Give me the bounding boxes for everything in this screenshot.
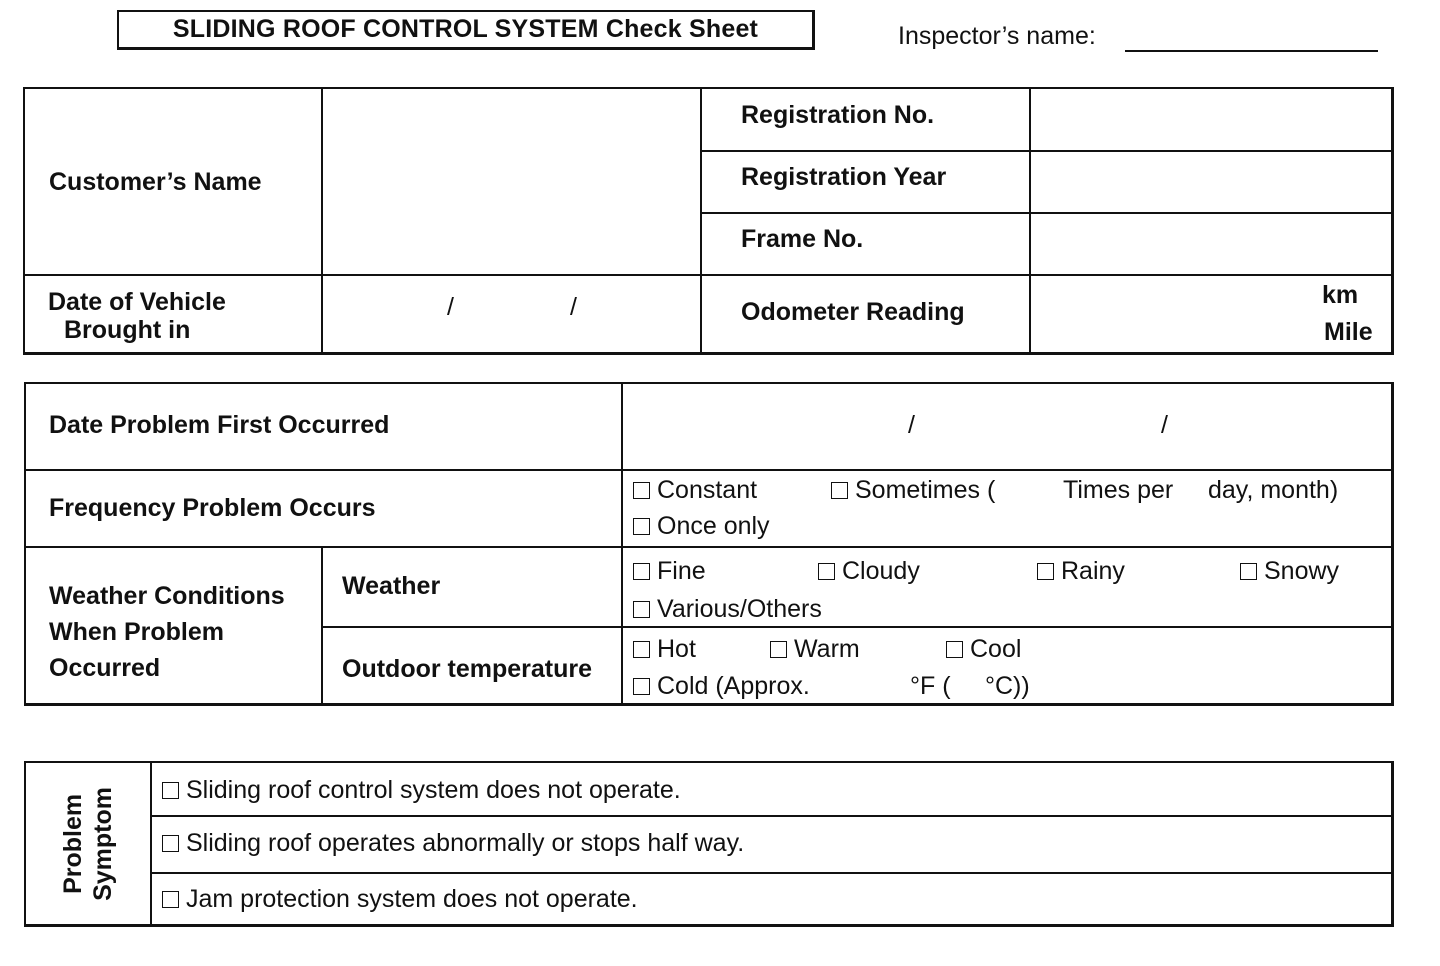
divider (700, 88, 702, 353)
odometer-label: Odometer Reading (741, 298, 965, 326)
weather-conditions-line3: Occurred (49, 654, 161, 682)
date-separator: / (908, 411, 915, 439)
weather-option-various-others[interactable] (633, 595, 822, 624)
temperature-option-cool[interactable] (946, 635, 1021, 664)
frequency-option-sometimes[interactable] (831, 476, 995, 505)
weather-option-cloudy[interactable] (818, 557, 920, 586)
problem-symptom-line2: Symptom (89, 787, 117, 901)
day-month-label: day, month) (1208, 476, 1339, 504)
inspector-name-field[interactable] (1125, 50, 1378, 52)
temperature-option-cold[interactable] (633, 672, 810, 701)
registration-year-field[interactable] (1032, 153, 1390, 210)
option-label: Various/Others (657, 595, 822, 623)
option-label: Cold (Approx. (657, 672, 810, 700)
frame-no-field[interactable] (1032, 215, 1390, 272)
date-brought-in-label-line1: Date of Vehicle (48, 288, 226, 316)
divider (24, 546, 1393, 548)
symptom-item-label: Sliding roof control system does not operate. (186, 776, 681, 804)
odometer-unit-km: km (1322, 281, 1359, 309)
weather-label: Weather (342, 572, 441, 600)
date-separator: / (570, 293, 577, 321)
fahrenheit-label: °F ( (910, 672, 951, 700)
odometer-field[interactable] (1032, 277, 1312, 351)
option-label: Constant (657, 476, 758, 504)
weather-option-fine[interactable] (633, 557, 706, 586)
divider (24, 469, 1393, 471)
option-label: Sometimes ( (855, 476, 996, 504)
checkbox[interactable] (162, 782, 179, 799)
divider (150, 872, 1393, 874)
frame-no-label: Frame No. (741, 225, 864, 253)
weather-conditions-line1: Weather Conditions (49, 582, 285, 610)
registration-no-label: Registration No. (741, 101, 935, 129)
divider (150, 762, 152, 926)
date-first-occurred-label: Date Problem First Occurred (49, 411, 390, 439)
times-per-label: Times per (1063, 476, 1174, 504)
checkbox[interactable] (633, 678, 650, 695)
checkbox[interactable] (770, 641, 787, 658)
option-label: Cool (970, 635, 1022, 663)
symptom-item[interactable] (162, 885, 638, 914)
problem-symptom-label-text (58, 787, 118, 901)
checkbox[interactable] (633, 601, 650, 618)
symptom-item-label: Jam protection system does not operate. (186, 885, 638, 913)
divider (700, 150, 1393, 152)
checkbox[interactable] (1037, 563, 1054, 580)
inspector-name-label: Inspector’s name: (898, 22, 1096, 50)
problem-symptom-line1: Problem (59, 793, 87, 895)
symptom-item[interactable] (162, 829, 744, 858)
checkbox[interactable] (633, 518, 650, 535)
checkbox[interactable] (1240, 563, 1257, 580)
checkbox[interactable] (946, 641, 963, 658)
temperature-option-warm[interactable] (770, 635, 860, 664)
problem-symptom-label (26, 763, 150, 925)
odometer-unit-mile: Mile (1324, 318, 1373, 346)
frequency-option-once-only[interactable] (633, 512, 770, 541)
divider (321, 626, 1393, 628)
date-first-occurred-field[interactable] (624, 385, 1390, 467)
weather-conditions-line2: When Problem (49, 618, 225, 646)
check-sheet-title: SLIDING ROOF CONTROL SYSTEM Check Sheet (117, 10, 815, 50)
registration-no-field[interactable] (1032, 90, 1390, 148)
celsius-label: °C)) (985, 672, 1030, 700)
checkbox[interactable] (162, 891, 179, 908)
checkbox[interactable] (633, 641, 650, 658)
option-label: Warm (794, 635, 860, 663)
divider (621, 383, 623, 705)
option-label: Rainy (1061, 557, 1125, 585)
checkbox[interactable] (162, 835, 179, 852)
checkbox[interactable] (831, 482, 848, 499)
symptom-item-label: Sliding roof operates abnormally or stops half way. (186, 829, 745, 857)
frequency-option-constant[interactable] (633, 476, 757, 505)
customer-name-label: Customer’s Name (49, 168, 262, 196)
outdoor-temperature-label: Outdoor temperature (342, 655, 593, 683)
checkbox[interactable] (633, 482, 650, 499)
weather-conditions-label (49, 578, 285, 686)
option-label: Once only (657, 512, 770, 540)
weather-option-rainy[interactable] (1037, 557, 1125, 586)
frequency-label: Frequency Problem Occurs (49, 494, 376, 522)
option-label: Fine (657, 557, 706, 585)
checkbox[interactable] (818, 563, 835, 580)
divider (150, 815, 1393, 817)
option-label: Snowy (1264, 557, 1340, 585)
option-label: Cloudy (842, 557, 920, 585)
divider (1029, 88, 1031, 353)
date-brought-in-field[interactable] (324, 277, 698, 351)
customer-name-field[interactable] (324, 90, 698, 272)
temperature-option-hot[interactable] (633, 635, 696, 664)
weather-option-snowy[interactable] (1240, 557, 1339, 586)
date-separator: / (447, 293, 454, 321)
registration-year-label: Registration Year (741, 163, 947, 191)
divider (23, 274, 1393, 276)
symptom-item[interactable] (162, 776, 681, 805)
option-label: Hot (657, 635, 696, 663)
date-brought-in-label-line2: Brought in (64, 316, 191, 344)
date-separator: / (1161, 411, 1168, 439)
divider (321, 88, 323, 353)
checkbox[interactable] (633, 563, 650, 580)
divider (700, 212, 1393, 214)
